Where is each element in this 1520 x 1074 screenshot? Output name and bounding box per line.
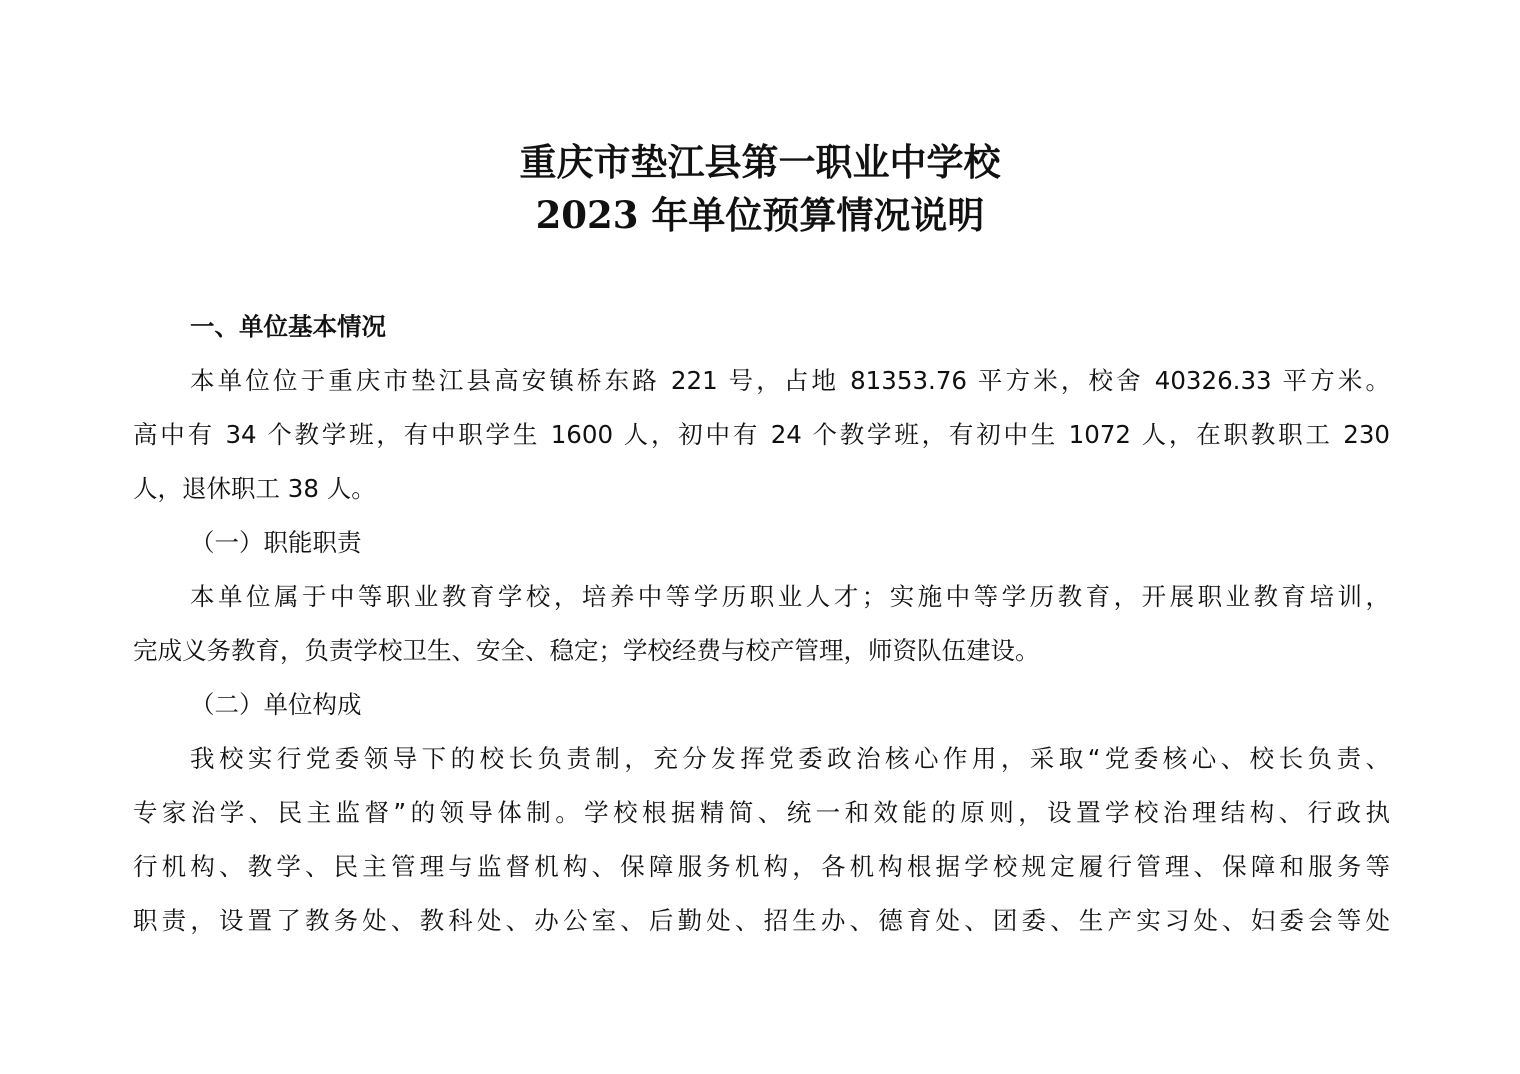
paragraph-line: 我校实行党委领导下的校长负责制，充分发挥党委政治核心作用，采取“党委核心、校长负责、 <box>190 744 1390 773</box>
title-report-name: 2023 年单位预算情况说明 <box>535 193 985 237</box>
paragraph-line: 人，退休职工 38 人。 <box>133 474 376 503</box>
paragraph-line: 完成义务教育，负责学校卫生、安全、稳定；学校经费与校产管理，师资队伍建设。 <box>133 636 1040 665</box>
paragraph-line: 高中有 34 个教学班，有中职学生 1600 人，初中有 24 个教学班，有初中生 1072 人，在职教职工 230 <box>133 420 1390 449</box>
paragraph-line: 行机构、教学、民主管理与监督机构、保障服务机构，各机构根据学校规定履行管理、保障和服务等 <box>133 852 1390 881</box>
section-heading-basic-info: 一、单位基本情况 <box>190 312 386 341</box>
title-school-name: 重庆市垫江县第一职业中学校 <box>519 140 1001 184</box>
paragraph-line: 专家治学、民主监督”的领导体制。学校根据精简、统一和效能的原则，设置学校治理结构、行政执 <box>133 798 1390 827</box>
subsection-heading-composition: （二）单位构成 <box>190 690 362 719</box>
document-body <box>133 300 1390 948</box>
paragraph-line: 职责，设置了教务处、教科处、办公室、后勤处、招生办、德育处、团委、生产实习处、妇委会等处 <box>133 906 1390 935</box>
paragraph-line: 本单位属于中等职业教育学校，培养中等学历职业人才；实施中等学历教育，开展职业教育培训， <box>190 582 1390 611</box>
document-title <box>0 136 1520 242</box>
paragraph-line: 本单位位于重庆市垫江县高安镇桥东路 221 号，占地 81353.76 平方米，校舍 40326.33 平方米。 <box>190 366 1390 395</box>
subsection-heading-functions: （一）职能职责 <box>190 528 362 557</box>
